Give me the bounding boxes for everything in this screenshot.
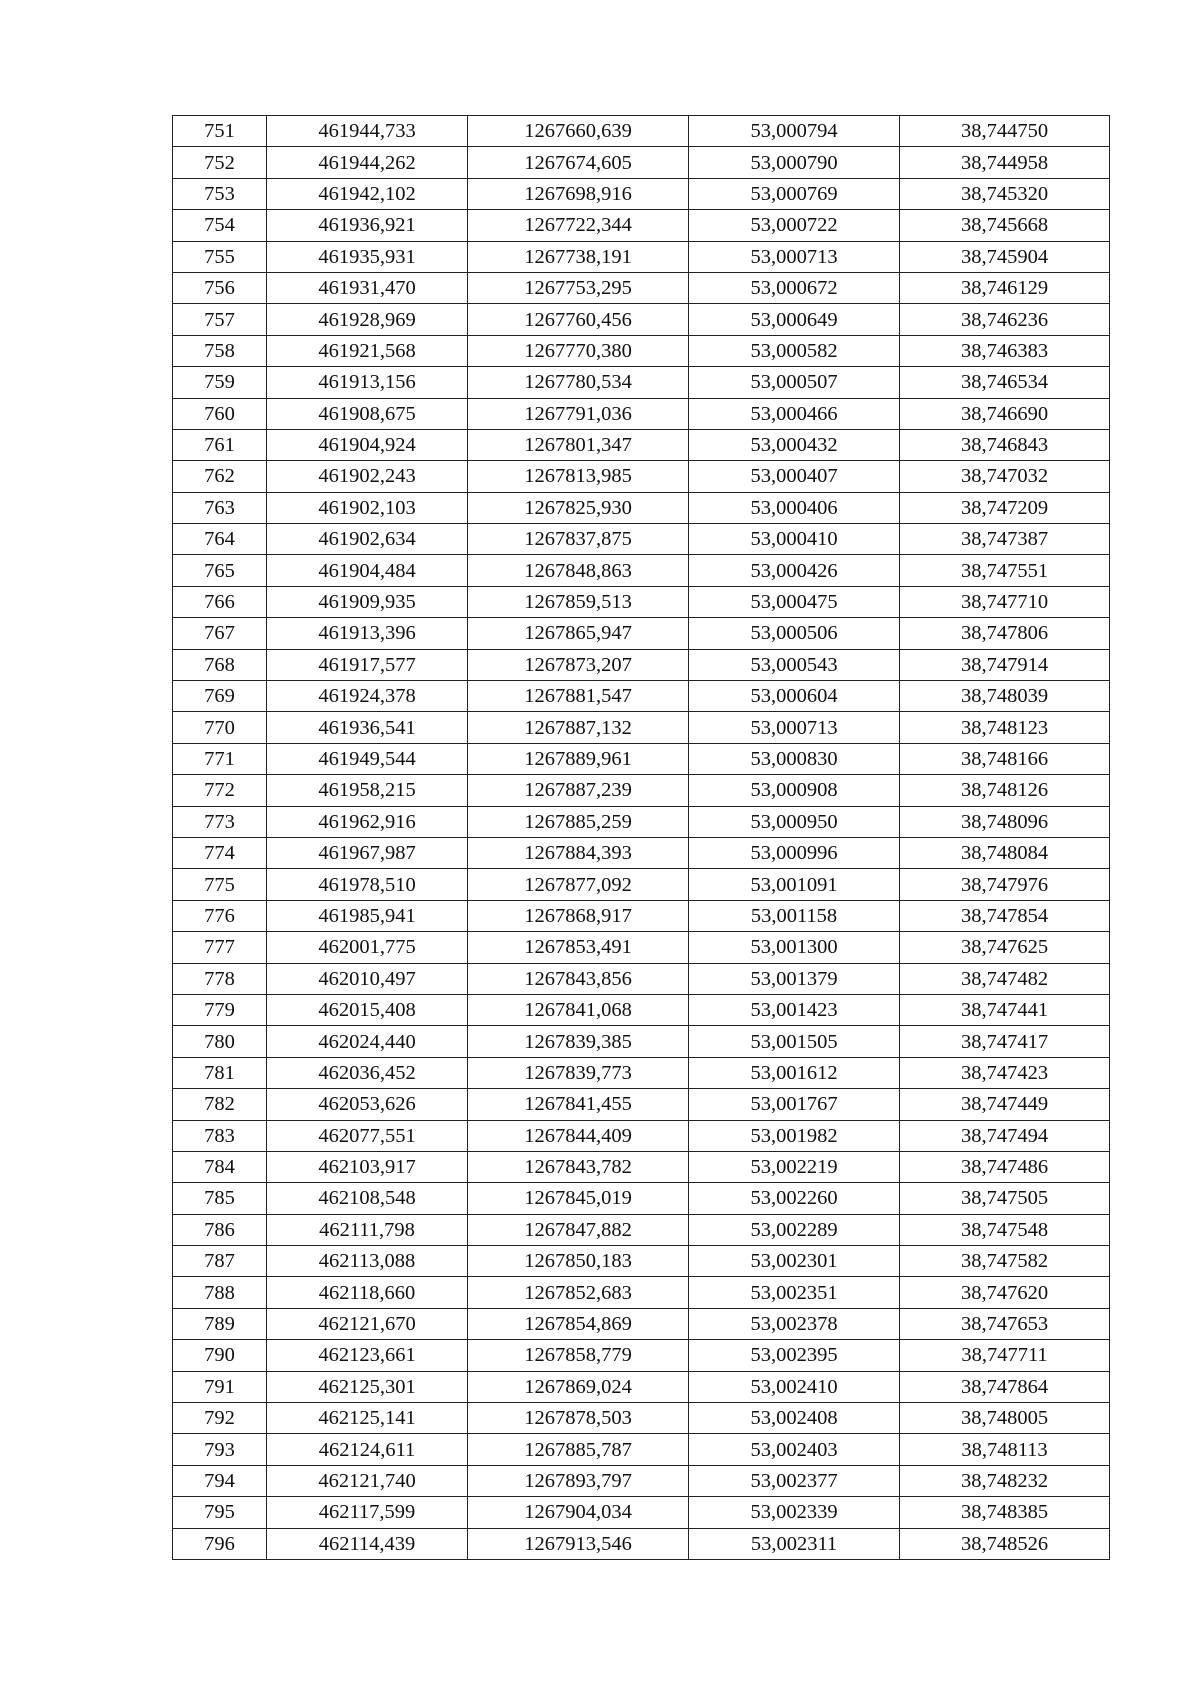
x-coordinate-cell: 462103,917 — [267, 1151, 468, 1182]
latitude-cell: 53,001505 — [689, 1026, 900, 1057]
y-coordinate-cell: 1267791,036 — [468, 398, 689, 429]
longitude-cell: 38,747505 — [900, 1183, 1110, 1214]
x-coordinate-cell: 462077,551 — [267, 1120, 468, 1151]
point-number-cell: 751 — [173, 116, 267, 147]
latitude-cell: 53,000432 — [689, 429, 900, 460]
y-coordinate-cell: 1267869,024 — [468, 1371, 689, 1402]
longitude-cell: 38,747806 — [900, 618, 1110, 649]
longitude-cell: 38,747417 — [900, 1026, 1110, 1057]
longitude-cell: 38,746534 — [900, 367, 1110, 398]
y-coordinate-cell: 1267738,191 — [468, 241, 689, 272]
table-row — [173, 806, 1110, 837]
point-number-cell: 773 — [173, 806, 267, 837]
longitude-cell: 38,747914 — [900, 649, 1110, 680]
x-coordinate-cell: 462053,626 — [267, 1089, 468, 1120]
latitude-cell: 53,000830 — [689, 743, 900, 774]
x-coordinate-cell: 462024,440 — [267, 1026, 468, 1057]
longitude-cell: 38,748232 — [900, 1465, 1110, 1496]
point-number-cell: 782 — [173, 1089, 267, 1120]
y-coordinate-cell: 1267868,917 — [468, 900, 689, 931]
table-row — [173, 649, 1110, 680]
table-row — [173, 1151, 1110, 1182]
latitude-cell: 53,000407 — [689, 461, 900, 492]
point-number-cell: 794 — [173, 1465, 267, 1496]
x-coordinate-cell: 462015,408 — [267, 994, 468, 1025]
x-coordinate-cell: 461902,634 — [267, 524, 468, 555]
x-coordinate-cell: 461944,733 — [267, 116, 468, 147]
table-row — [173, 963, 1110, 994]
longitude-cell: 38,747582 — [900, 1246, 1110, 1277]
latitude-cell: 53,000543 — [689, 649, 900, 680]
point-number-cell: 765 — [173, 555, 267, 586]
longitude-cell: 38,748113 — [900, 1434, 1110, 1465]
point-number-cell: 788 — [173, 1277, 267, 1308]
point-number-cell: 793 — [173, 1434, 267, 1465]
latitude-cell: 53,000410 — [689, 524, 900, 555]
latitude-cell: 53,000604 — [689, 681, 900, 712]
longitude-cell: 38,747551 — [900, 555, 1110, 586]
x-coordinate-cell: 461985,941 — [267, 900, 468, 931]
longitude-cell: 38,746383 — [900, 335, 1110, 366]
longitude-cell: 38,747482 — [900, 963, 1110, 994]
y-coordinate-cell: 1267780,534 — [468, 367, 689, 398]
latitude-cell: 53,000908 — [689, 775, 900, 806]
table-row — [173, 304, 1110, 335]
x-coordinate-cell: 462001,775 — [267, 932, 468, 963]
y-coordinate-cell: 1267698,916 — [468, 178, 689, 209]
longitude-cell: 38,747710 — [900, 586, 1110, 617]
point-number-cell: 769 — [173, 681, 267, 712]
table-row — [173, 1528, 1110, 1559]
table-row — [173, 1403, 1110, 1434]
y-coordinate-cell: 1267844,409 — [468, 1120, 689, 1151]
y-coordinate-cell: 1267722,344 — [468, 210, 689, 241]
table-row — [173, 994, 1110, 1025]
x-coordinate-cell: 461924,378 — [267, 681, 468, 712]
x-coordinate-cell: 461935,931 — [267, 241, 468, 272]
x-coordinate-cell: 462124,611 — [267, 1434, 468, 1465]
y-coordinate-cell: 1267674,605 — [468, 147, 689, 178]
x-coordinate-cell: 461908,675 — [267, 398, 468, 429]
longitude-cell: 38,747441 — [900, 994, 1110, 1025]
x-coordinate-cell: 461902,103 — [267, 492, 468, 523]
point-number-cell: 778 — [173, 963, 267, 994]
x-coordinate-cell: 462036,452 — [267, 1057, 468, 1088]
latitude-cell: 53,000713 — [689, 712, 900, 743]
point-number-cell: 785 — [173, 1183, 267, 1214]
point-number-cell: 768 — [173, 649, 267, 680]
table-row — [173, 869, 1110, 900]
longitude-cell: 38,748526 — [900, 1528, 1110, 1559]
longitude-cell: 38,745904 — [900, 241, 1110, 272]
x-coordinate-cell: 461949,544 — [267, 743, 468, 774]
table-row — [173, 932, 1110, 963]
y-coordinate-cell: 1267660,639 — [468, 116, 689, 147]
longitude-cell: 38,747711 — [900, 1340, 1110, 1371]
longitude-cell: 38,744750 — [900, 116, 1110, 147]
point-number-cell: 775 — [173, 869, 267, 900]
y-coordinate-cell: 1267839,773 — [468, 1057, 689, 1088]
table-row — [173, 116, 1110, 147]
point-number-cell: 755 — [173, 241, 267, 272]
x-coordinate-cell: 461904,924 — [267, 429, 468, 460]
y-coordinate-cell: 1267760,456 — [468, 304, 689, 335]
y-coordinate-cell: 1267854,869 — [468, 1308, 689, 1339]
point-number-cell: 792 — [173, 1403, 267, 1434]
latitude-cell: 53,000649 — [689, 304, 900, 335]
y-coordinate-cell: 1267801,347 — [468, 429, 689, 460]
y-coordinate-cell: 1267881,547 — [468, 681, 689, 712]
longitude-cell: 38,747209 — [900, 492, 1110, 523]
latitude-cell: 53,000790 — [689, 147, 900, 178]
point-number-cell: 754 — [173, 210, 267, 241]
x-coordinate-cell: 461904,484 — [267, 555, 468, 586]
y-coordinate-cell: 1267847,882 — [468, 1214, 689, 1245]
longitude-cell: 38,747032 — [900, 461, 1110, 492]
y-coordinate-cell: 1267889,961 — [468, 743, 689, 774]
longitude-cell: 38,747976 — [900, 869, 1110, 900]
y-coordinate-cell: 1267843,856 — [468, 963, 689, 994]
latitude-cell: 53,000794 — [689, 116, 900, 147]
latitude-cell: 53,002219 — [689, 1151, 900, 1182]
longitude-cell: 38,748123 — [900, 712, 1110, 743]
point-number-cell: 796 — [173, 1528, 267, 1559]
y-coordinate-cell: 1267853,491 — [468, 932, 689, 963]
y-coordinate-cell: 1267887,132 — [468, 712, 689, 743]
table-row — [173, 210, 1110, 241]
latitude-cell: 53,002410 — [689, 1371, 900, 1402]
latitude-cell: 53,000672 — [689, 272, 900, 303]
y-coordinate-cell: 1267841,455 — [468, 1089, 689, 1120]
x-coordinate-cell: 462118,660 — [267, 1277, 468, 1308]
point-number-cell: 776 — [173, 900, 267, 931]
y-coordinate-cell: 1267770,380 — [468, 335, 689, 366]
longitude-cell: 38,748126 — [900, 775, 1110, 806]
point-number-cell: 762 — [173, 461, 267, 492]
point-number-cell: 766 — [173, 586, 267, 617]
table-row — [173, 1246, 1110, 1277]
table-row — [173, 618, 1110, 649]
x-coordinate-cell: 461967,987 — [267, 837, 468, 868]
x-coordinate-cell: 462117,599 — [267, 1497, 468, 1528]
y-coordinate-cell: 1267913,546 — [468, 1528, 689, 1559]
table-row — [173, 335, 1110, 366]
point-number-cell: 780 — [173, 1026, 267, 1057]
table-row — [173, 367, 1110, 398]
x-coordinate-cell: 461942,102 — [267, 178, 468, 209]
coordinates-table-body — [173, 116, 1110, 1560]
point-number-cell: 772 — [173, 775, 267, 806]
latitude-cell: 53,002339 — [689, 1497, 900, 1528]
x-coordinate-cell: 462108,548 — [267, 1183, 468, 1214]
table-row — [173, 1089, 1110, 1120]
table-row — [173, 1371, 1110, 1402]
point-number-cell: 774 — [173, 837, 267, 868]
y-coordinate-cell: 1267858,779 — [468, 1340, 689, 1371]
longitude-cell: 38,748005 — [900, 1403, 1110, 1434]
y-coordinate-cell: 1267877,092 — [468, 869, 689, 900]
x-coordinate-cell: 461936,921 — [267, 210, 468, 241]
point-number-cell: 761 — [173, 429, 267, 460]
table-row — [173, 1057, 1110, 1088]
y-coordinate-cell: 1267859,513 — [468, 586, 689, 617]
y-coordinate-cell: 1267852,683 — [468, 1277, 689, 1308]
y-coordinate-cell: 1267850,183 — [468, 1246, 689, 1277]
longitude-cell: 38,748385 — [900, 1497, 1110, 1528]
table-row — [173, 1434, 1110, 1465]
latitude-cell: 53,001300 — [689, 932, 900, 963]
latitude-cell: 53,000950 — [689, 806, 900, 837]
point-number-cell: 770 — [173, 712, 267, 743]
table-row — [173, 524, 1110, 555]
point-number-cell: 789 — [173, 1308, 267, 1339]
y-coordinate-cell: 1267885,259 — [468, 806, 689, 837]
longitude-cell: 38,748084 — [900, 837, 1110, 868]
longitude-cell: 38,745320 — [900, 178, 1110, 209]
x-coordinate-cell: 462114,439 — [267, 1528, 468, 1559]
longitude-cell: 38,747548 — [900, 1214, 1110, 1245]
longitude-cell: 38,746690 — [900, 398, 1110, 429]
x-coordinate-cell: 462125,301 — [267, 1371, 468, 1402]
point-number-cell: 767 — [173, 618, 267, 649]
latitude-cell: 53,000713 — [689, 241, 900, 272]
y-coordinate-cell: 1267848,863 — [468, 555, 689, 586]
latitude-cell: 53,002395 — [689, 1340, 900, 1371]
point-number-cell: 758 — [173, 335, 267, 366]
x-coordinate-cell: 462010,497 — [267, 963, 468, 994]
y-coordinate-cell: 1267813,985 — [468, 461, 689, 492]
latitude-cell: 53,002311 — [689, 1528, 900, 1559]
x-coordinate-cell: 461931,470 — [267, 272, 468, 303]
point-number-cell: 790 — [173, 1340, 267, 1371]
latitude-cell: 53,000406 — [689, 492, 900, 523]
point-number-cell: 781 — [173, 1057, 267, 1088]
point-number-cell: 783 — [173, 1120, 267, 1151]
latitude-cell: 53,000996 — [689, 837, 900, 868]
longitude-cell: 38,747486 — [900, 1151, 1110, 1182]
latitude-cell: 53,000475 — [689, 586, 900, 617]
y-coordinate-cell: 1267837,875 — [468, 524, 689, 555]
latitude-cell: 53,001091 — [689, 869, 900, 900]
table-row — [173, 900, 1110, 931]
x-coordinate-cell: 461928,969 — [267, 304, 468, 335]
coordinates-table — [172, 115, 1110, 1560]
point-number-cell: 753 — [173, 178, 267, 209]
longitude-cell: 38,745668 — [900, 210, 1110, 241]
y-coordinate-cell: 1267873,207 — [468, 649, 689, 680]
longitude-cell: 38,746236 — [900, 304, 1110, 335]
y-coordinate-cell: 1267887,239 — [468, 775, 689, 806]
table-row — [173, 1183, 1110, 1214]
point-number-cell: 771 — [173, 743, 267, 774]
point-number-cell: 763 — [173, 492, 267, 523]
longitude-cell: 38,744958 — [900, 147, 1110, 178]
x-coordinate-cell: 462111,798 — [267, 1214, 468, 1245]
latitude-cell: 53,002289 — [689, 1214, 900, 1245]
latitude-cell: 53,002408 — [689, 1403, 900, 1434]
point-number-cell: 779 — [173, 994, 267, 1025]
table-row — [173, 1026, 1110, 1057]
table-row — [173, 1277, 1110, 1308]
y-coordinate-cell: 1267884,393 — [468, 837, 689, 868]
point-number-cell: 791 — [173, 1371, 267, 1402]
table-row — [173, 1120, 1110, 1151]
longitude-cell: 38,747387 — [900, 524, 1110, 555]
y-coordinate-cell: 1267865,947 — [468, 618, 689, 649]
longitude-cell: 38,746129 — [900, 272, 1110, 303]
latitude-cell: 53,000506 — [689, 618, 900, 649]
table-row — [173, 555, 1110, 586]
table-row — [173, 241, 1110, 272]
y-coordinate-cell: 1267845,019 — [468, 1183, 689, 1214]
table-row — [173, 1497, 1110, 1528]
table-row — [173, 429, 1110, 460]
table-row — [173, 178, 1110, 209]
latitude-cell: 53,001612 — [689, 1057, 900, 1088]
x-coordinate-cell: 461936,541 — [267, 712, 468, 743]
table-row — [173, 586, 1110, 617]
latitude-cell: 53,002378 — [689, 1308, 900, 1339]
table-row — [173, 1214, 1110, 1245]
latitude-cell: 53,000722 — [689, 210, 900, 241]
point-number-cell: 757 — [173, 304, 267, 335]
x-coordinate-cell: 461909,935 — [267, 586, 468, 617]
point-number-cell: 795 — [173, 1497, 267, 1528]
x-coordinate-cell: 462113,088 — [267, 1246, 468, 1277]
latitude-cell: 53,001767 — [689, 1089, 900, 1120]
x-coordinate-cell: 462125,141 — [267, 1403, 468, 1434]
latitude-cell: 53,002403 — [689, 1434, 900, 1465]
table-row — [173, 743, 1110, 774]
point-number-cell: 786 — [173, 1214, 267, 1245]
latitude-cell: 53,000582 — [689, 335, 900, 366]
longitude-cell: 38,747620 — [900, 1277, 1110, 1308]
point-number-cell: 777 — [173, 932, 267, 963]
point-number-cell: 756 — [173, 272, 267, 303]
x-coordinate-cell: 462123,661 — [267, 1340, 468, 1371]
latitude-cell: 53,001982 — [689, 1120, 900, 1151]
longitude-cell: 38,748039 — [900, 681, 1110, 712]
table-row — [173, 1340, 1110, 1371]
longitude-cell: 38,747494 — [900, 1120, 1110, 1151]
x-coordinate-cell: 461958,215 — [267, 775, 468, 806]
x-coordinate-cell: 461917,577 — [267, 649, 468, 680]
x-coordinate-cell: 461902,243 — [267, 461, 468, 492]
latitude-cell: 53,001158 — [689, 900, 900, 931]
x-coordinate-cell: 461913,396 — [267, 618, 468, 649]
x-coordinate-cell: 462121,740 — [267, 1465, 468, 1496]
y-coordinate-cell: 1267839,385 — [468, 1026, 689, 1057]
latitude-cell: 53,002351 — [689, 1277, 900, 1308]
x-coordinate-cell: 461921,568 — [267, 335, 468, 366]
latitude-cell: 53,002260 — [689, 1183, 900, 1214]
y-coordinate-cell: 1267841,068 — [468, 994, 689, 1025]
longitude-cell: 38,747625 — [900, 932, 1110, 963]
latitude-cell: 53,001423 — [689, 994, 900, 1025]
table-row — [173, 712, 1110, 743]
longitude-cell: 38,748166 — [900, 743, 1110, 774]
longitude-cell: 38,747423 — [900, 1057, 1110, 1088]
latitude-cell: 53,000426 — [689, 555, 900, 586]
table-row — [173, 681, 1110, 712]
latitude-cell: 53,002301 — [689, 1246, 900, 1277]
table-row — [173, 461, 1110, 492]
longitude-cell: 38,747864 — [900, 1371, 1110, 1402]
point-number-cell: 752 — [173, 147, 267, 178]
y-coordinate-cell: 1267885,787 — [468, 1434, 689, 1465]
latitude-cell: 53,001379 — [689, 963, 900, 994]
table-row — [173, 147, 1110, 178]
table-row — [173, 1308, 1110, 1339]
point-number-cell: 759 — [173, 367, 267, 398]
point-number-cell: 764 — [173, 524, 267, 555]
longitude-cell: 38,747653 — [900, 1308, 1110, 1339]
x-coordinate-cell: 461962,916 — [267, 806, 468, 837]
table-row — [173, 492, 1110, 523]
table-row — [173, 1465, 1110, 1496]
longitude-cell: 38,746843 — [900, 429, 1110, 460]
point-number-cell: 760 — [173, 398, 267, 429]
latitude-cell: 53,000466 — [689, 398, 900, 429]
point-number-cell: 784 — [173, 1151, 267, 1182]
x-coordinate-cell: 461913,156 — [267, 367, 468, 398]
table-row — [173, 272, 1110, 303]
table-row — [173, 398, 1110, 429]
longitude-cell: 38,748096 — [900, 806, 1110, 837]
y-coordinate-cell: 1267825,930 — [468, 492, 689, 523]
table-row — [173, 837, 1110, 868]
y-coordinate-cell: 1267904,034 — [468, 1497, 689, 1528]
longitude-cell: 38,747449 — [900, 1089, 1110, 1120]
x-coordinate-cell: 461944,262 — [267, 147, 468, 178]
x-coordinate-cell: 462121,670 — [267, 1308, 468, 1339]
table-row — [173, 775, 1110, 806]
latitude-cell: 53,000507 — [689, 367, 900, 398]
x-coordinate-cell: 461978,510 — [267, 869, 468, 900]
y-coordinate-cell: 1267878,503 — [468, 1403, 689, 1434]
latitude-cell: 53,002377 — [689, 1465, 900, 1496]
latitude-cell: 53,000769 — [689, 178, 900, 209]
y-coordinate-cell: 1267843,782 — [468, 1151, 689, 1182]
point-number-cell: 787 — [173, 1246, 267, 1277]
y-coordinate-cell: 1267893,797 — [468, 1465, 689, 1496]
longitude-cell: 38,747854 — [900, 900, 1110, 931]
y-coordinate-cell: 1267753,295 — [468, 272, 689, 303]
